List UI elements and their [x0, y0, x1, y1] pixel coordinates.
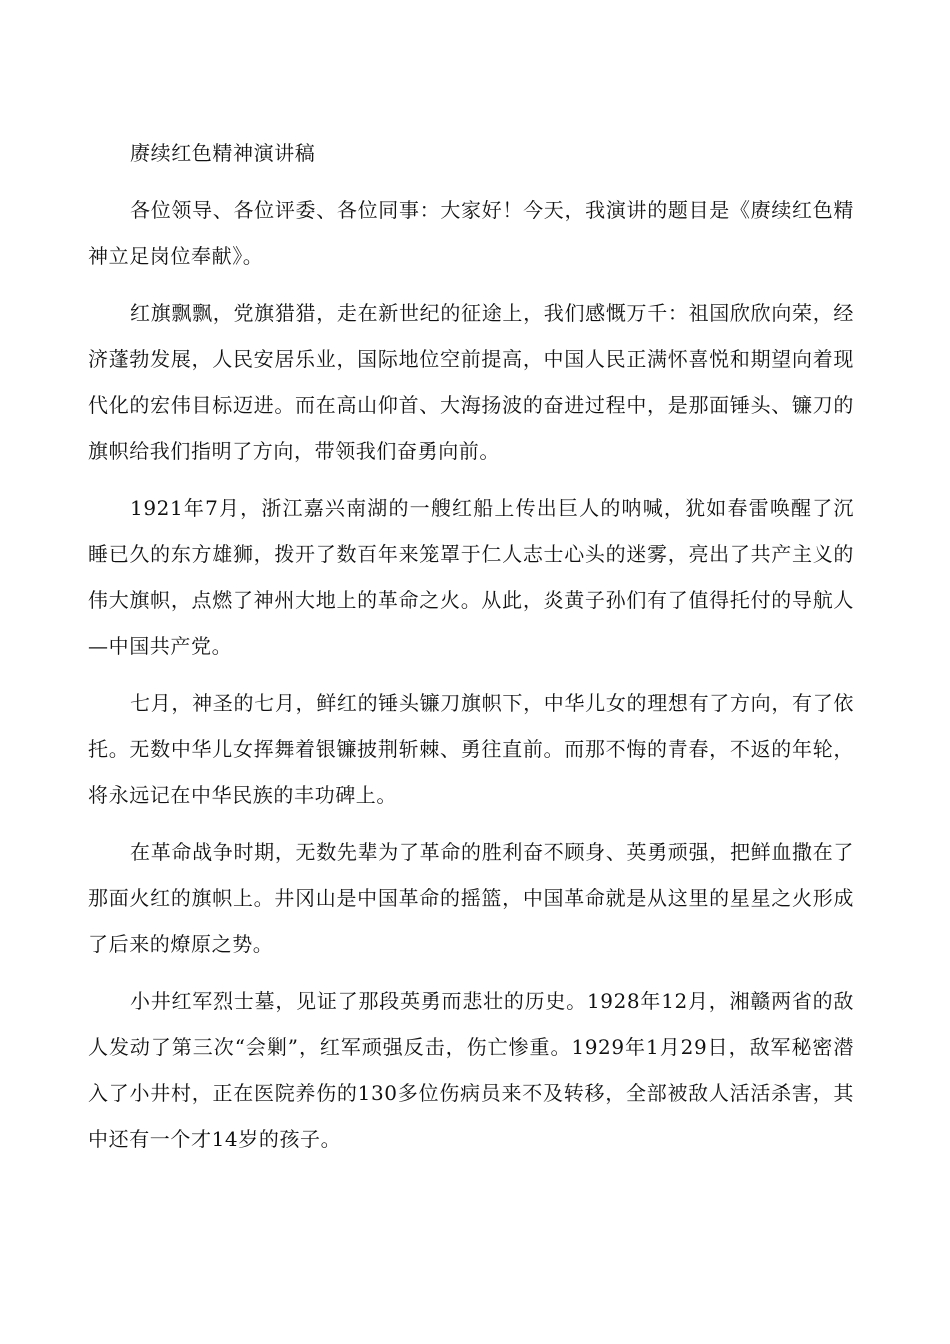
paragraph-revolution: 在革命战争时期，无数先辈为了革命的胜利奋不顾身、英勇顽强，把鲜血撒在了那面火红的旗帜上。井冈山是中国革命的摇篮，中国革命就是从这里的星星之火形成了后来的燎原之势。: [88, 840, 854, 956]
document-title: 赓续红色精神演讲稿: [130, 141, 316, 165]
document-page: [88, 130, 854, 1173]
paragraph-xiaojing: 小井红军烈士墓，见证了那段英勇而悲壮的历史。1928年12月，湘赣两省的敌人发动了第三次“会剿”，红军顽强反击，伤亡惨重。1929年1月29日，敌军秘密潜入了小井村，正在医院养伤的130多位伤病员来不及转移，全部被敌人活活杀害，其中还有一个才14岁的孩子。: [88, 989, 854, 1151]
paragraph-1921: 1921年7月，浙江嘉兴南湖的一艘红船上传出巨人的呐喊，犹如春雷唤醒了沉睡已久的东方雄狮，拨开了数百年来笼罩于仁人志士心头的迷雾，亮出了共产主义的伟大旗帜，点燃了神州大地上的革命之火。从此，炎黄子孙们有了值得托付的导航人—中国共产党。: [88, 496, 854, 658]
paragraph-red-flags: 红旗飘飘，党旗猎猎，走在新世纪的征途上，我们感慨万千：祖国欣欣向荣，经济蓬勃发展，人民安居乐业，国际地位空前提高，中国人民正满怀喜悦和期望向着现代化的宏伟目标迈进。而在高山仰首、大海扬波的奋进过程中，是那面锤头、镰刀的旗帜给我们指明了方向，带领我们奋勇向前。: [88, 301, 854, 463]
paragraph-july: 七月，神圣的七月，鲜红的锤头镰刀旗帜下，中华儿女的理想有了方向，有了依托。无数中华儿女挥舞着银镰披荆斩棘、勇往直前。而那不悔的青春，不返的年轮，将永远记在中华民族的丰功碑上。: [88, 691, 854, 807]
paragraph-greeting: 各位领导、各位评委、各位同事：大家好！今天，我演讲的题目是《赓续红色精神立足岗位奉献》。: [88, 198, 854, 268]
